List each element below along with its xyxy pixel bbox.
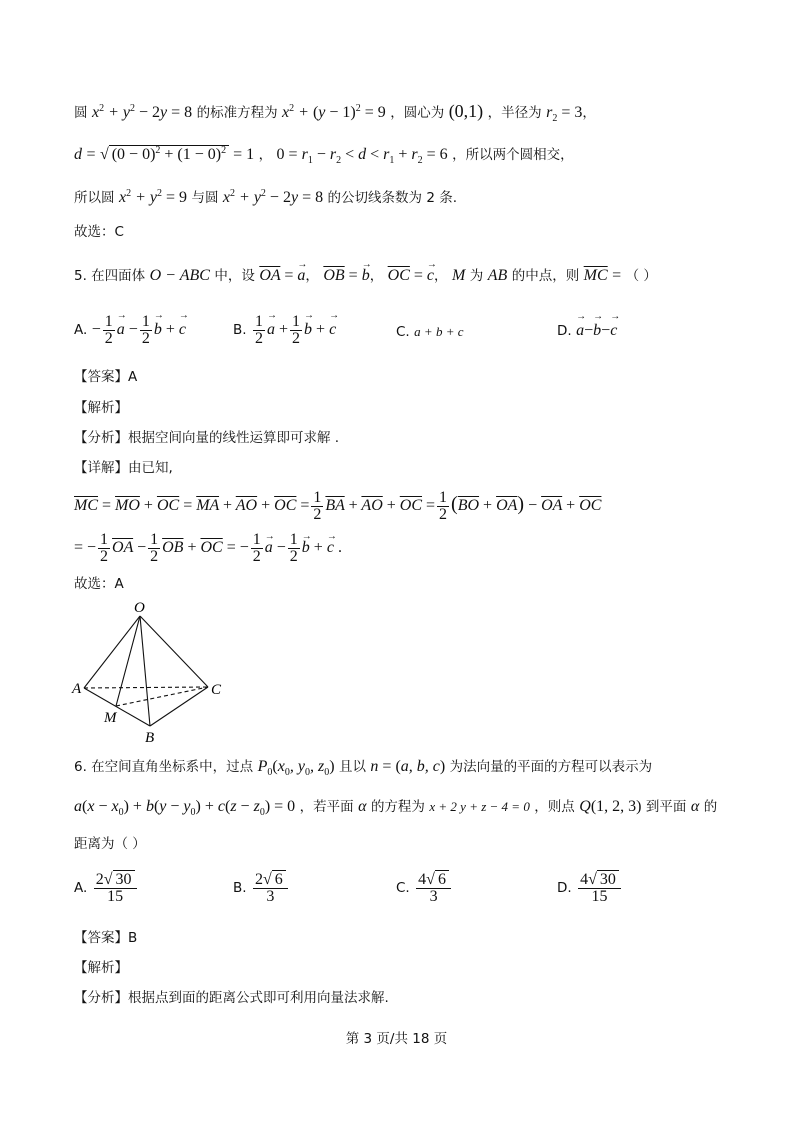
figure-label-c: C xyxy=(211,682,222,698)
q5-xiangjie: 【详解】由已知, xyxy=(74,460,173,476)
q6-option-a[interactable]: A. $\frac{2√ 30}{15}$ xyxy=(74,872,139,905)
q6-analysis-heading: 【解析】 xyxy=(74,960,128,976)
question-6-stem-line-1: 6. 在空间直角坐标系中，过点 $P_0(x_0$, $y_0$, $z_0$) 且以 n = (a, b, c) 为法向量的平面的方程可以表示为 xyxy=(74,758,653,778)
q6-option-c[interactable]: C. $\frac{4√ 6}{3}$ xyxy=(396,872,453,905)
q6-answer: 【答案】B xyxy=(74,930,138,946)
q5-choice: 故选：A xyxy=(74,576,124,592)
tetrahedron-figure xyxy=(70,598,230,748)
answer-choice-c: 故选：C xyxy=(74,224,124,240)
question-5-stem: 5. 在四面体 O − ABC 中，设 $\overline{OA}$ = → a， $\overline{OB}$ = → b， $\overline{OC}$ = → c， M 为 AB 的中点，则 $\overline{MC}$ = （ ） xyxy=(74,266,657,286)
figure-label-o: O xyxy=(134,600,145,616)
q6-option-d[interactable]: D. $\frac{4√ 30}{15}$ xyxy=(557,872,623,905)
q5-option-d[interactable]: D. → a−→ b−→ c xyxy=(557,322,617,340)
q5-analysis-heading: 【解析】 xyxy=(74,400,128,416)
q6-fenxi: 【分析】根据点到面的距离公式即可利用向量法求解. xyxy=(74,990,389,1006)
question-6-stem-line-2: $a(x - x_0) + b(y - y_0) + c(z - z_0) = 0$ ，若平面 α 的方程为 x + 2 y + z − 4 = 0 ，则点 Q(1, 2, 3) 到平面 α 的 xyxy=(74,798,718,818)
q5-derivation-line-2: = − $\frac{1}{2}$ $\overline{OA}$ − $\frac{1}{2}$ $\overline{OB} + \overline{OC}$ = − $\frac{1}{2}$ → a − $\frac{1}{2}$ → b + → c . xyxy=(74,532,342,565)
text-line-distance: d = √ $(0 - 0)^2 + (1 - 0)^2 = 1$ ， $0 = r_1 - r_2 < d < r_1 + r_2 = 6$ ，所以两个圆相交， xyxy=(74,145,574,166)
figure-label-m: M xyxy=(104,710,117,726)
text-line-tangent-count: 所以圆 $x^2 + y^2 = 9$ 与圆 $x^2 + y^2 - 2y = 8$ 的公切线条数为 2 条. xyxy=(74,188,458,206)
q5-fenxi: 【分析】根据空间向量的线性运算即可求解 . xyxy=(74,430,340,446)
figure-label-b: B xyxy=(145,730,155,746)
q5-option-b[interactable]: B. $\frac{1}{2}$ → a + $\frac{1}{2}$ → b + → c xyxy=(233,314,336,347)
q5-option-c[interactable]: C. a + b + c xyxy=(396,324,464,340)
figure-label-a: A xyxy=(72,681,82,697)
q5-derivation-line-1: $\overline{MC} = \overline{MO} + \overline{OC} = \overline{MA} + \overline{AO} + \overline{OC}$ = $\frac{1}{2}$ $\overline{BA} + \overline{AO} + \overline{OC}$ = $\frac{1}{2}$ $(\overline{BO} + \overline{OA}) - \overline{OA} + \overline{OC}$ xyxy=(74,489,602,523)
text-line-circle-equation: 圆 $x^2 + y^2 - 2y = 8$ 的标准方程为 $x^2 + (y - 1)^2 = 9$ ，圆心为 (0,1) ，半径为 $r_2 = 3$， xyxy=(74,101,596,124)
q6-option-b[interactable]: B. $\frac{2√ 6}{3}$ xyxy=(233,872,290,905)
page-footer: 第 3 页/共 18 页 xyxy=(345,1031,448,1047)
q5-answer: 【答案】A xyxy=(74,369,138,385)
q5-option-a[interactable]: A. − $\frac{1}{2}$ → a − $\frac{1}{2}$ → b + → c xyxy=(74,314,186,347)
question-6-stem-line-3: 距离为（ ） xyxy=(74,836,146,852)
